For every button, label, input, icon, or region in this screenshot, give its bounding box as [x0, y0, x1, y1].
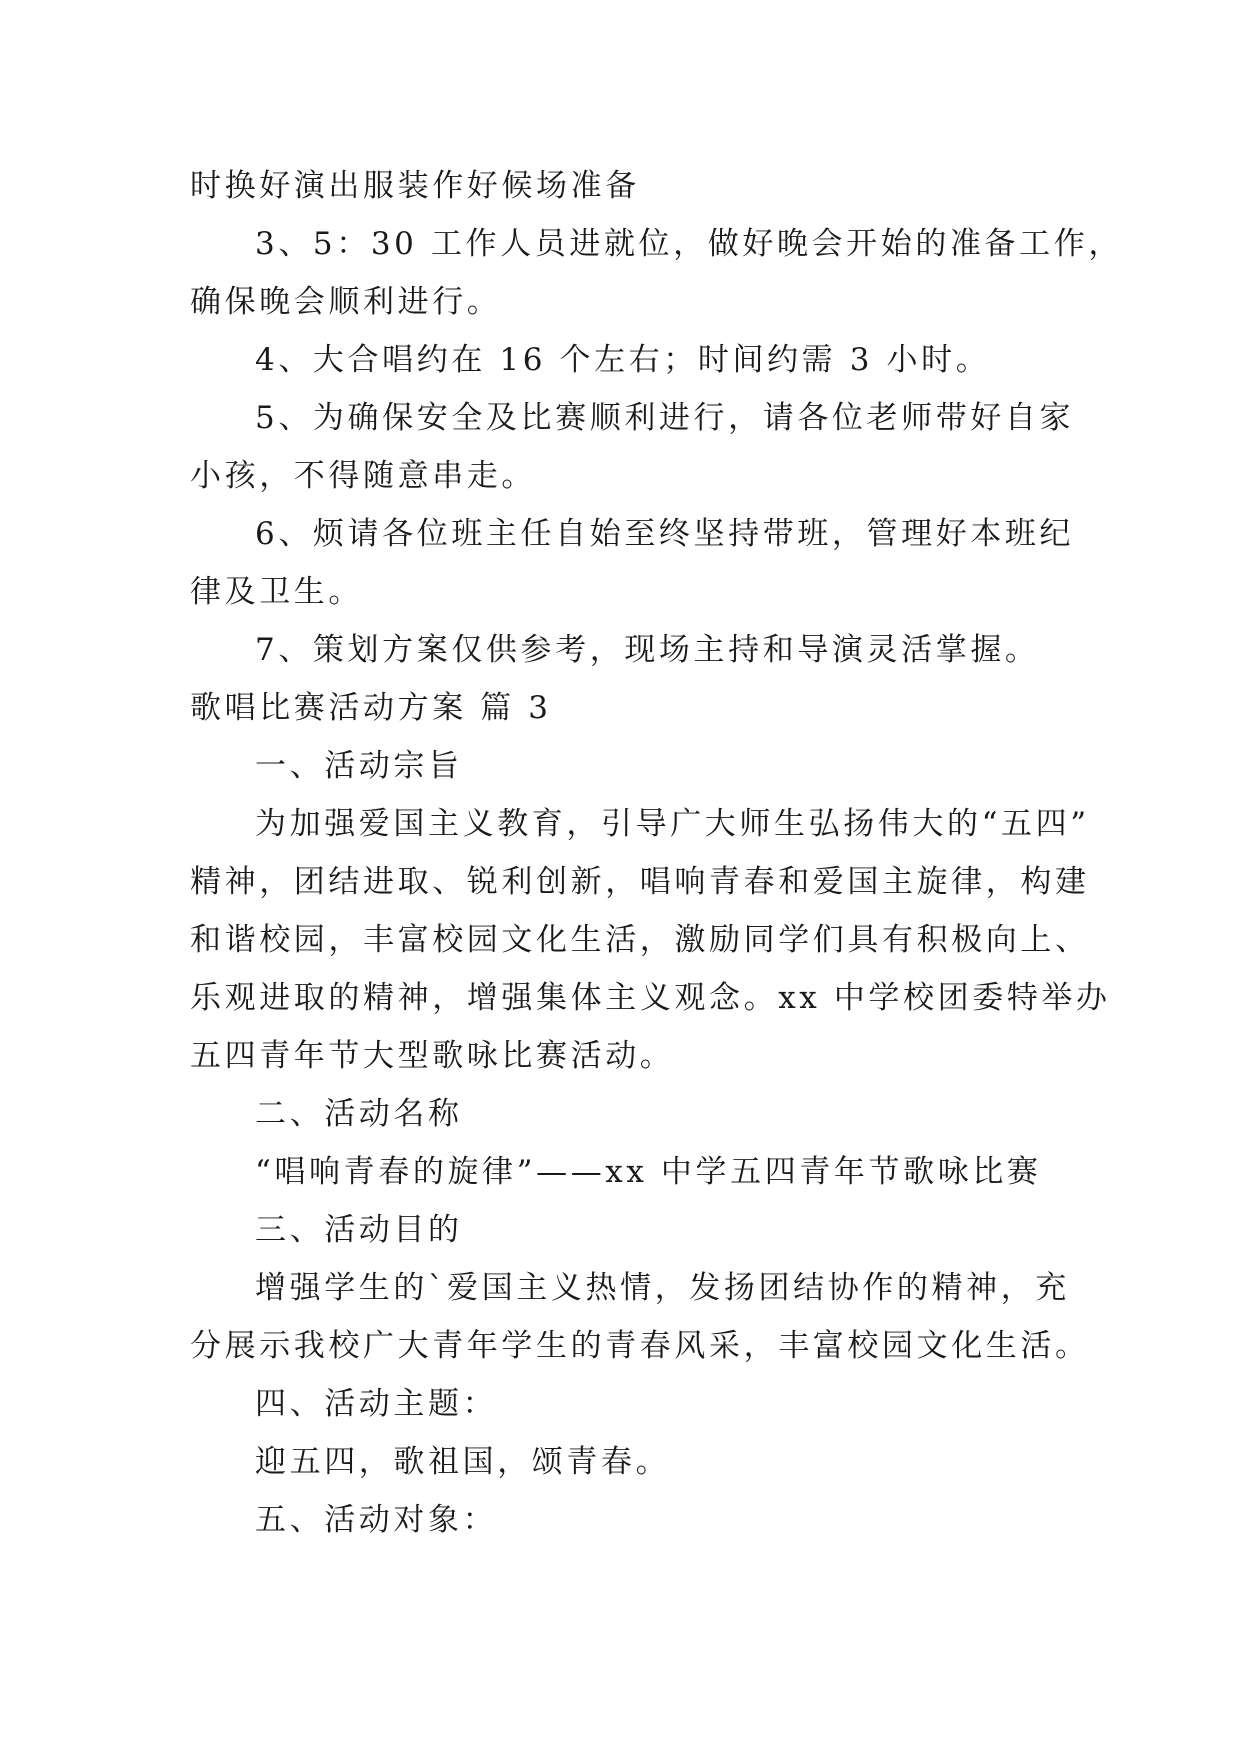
text-line: 乐观进取的精神，增强集体主义观念。xx 中学校团委特举办 — [190, 980, 1111, 1016]
text-line: 四、活动主题： — [255, 1386, 498, 1422]
text-line: 三、活动目的 — [255, 1212, 463, 1248]
text-line: 5、为确保安全及比赛顺利进行，请各位老师带好自家 — [255, 400, 1075, 436]
text-line: 五四青年节大型歌咏比赛活动。 — [190, 1038, 675, 1074]
text-line: 和谐校园，丰富校园文化生活，激励同学们具有积极向上、 — [190, 922, 1090, 958]
text-line: 时换好演出服装作好候场准备 — [190, 168, 640, 204]
text-line: 增强学生的`爱国主义热情，发扬团结协作的精神，充 — [255, 1270, 1070, 1306]
text-line: 小孩，不得随意串走。 — [190, 458, 536, 494]
text-line: 迎五四，歌祖国，颂青春。 — [255, 1444, 671, 1480]
text-line: 3、5：30 工作人员进就位，做好晚会开始的准备工作， — [255, 226, 1123, 262]
text-line: 二、活动名称 — [255, 1096, 463, 1132]
text-line: 一、活动宗旨 — [255, 748, 463, 784]
text-line: 分展示我校广大青年学生的青春风采，丰富校园文化生活。 — [190, 1328, 1090, 1364]
text-line: 6、烦请各位班主任自始至终坚持带班，管理好本班纪 — [255, 516, 1075, 552]
text-line: 律及卫生。 — [190, 574, 363, 610]
section-heading: 歌唱比赛活动方案 篇 3 — [190, 690, 552, 726]
text-line: 精神，团结进取、锐利创新，唱响青春和爱国主旋律，构建 — [190, 864, 1090, 900]
text-line: “唱响青春的旋律”——xx 中学五四青年节歌咏比赛 — [255, 1154, 1042, 1190]
text-line: 为加强爱国主义教育，引导广大师生弘扬伟大的“五四” — [255, 806, 1090, 842]
text-line: 五、活动对象： — [255, 1502, 498, 1538]
text-line: 4、大合唱约在 16 个左右；时间约需 3 小时。 — [255, 342, 991, 378]
text-line: 确保晚会顺利进行。 — [190, 284, 502, 320]
text-line: 7、策划方案仅供参考，现场主持和导演灵活掌握。 — [255, 632, 1040, 668]
